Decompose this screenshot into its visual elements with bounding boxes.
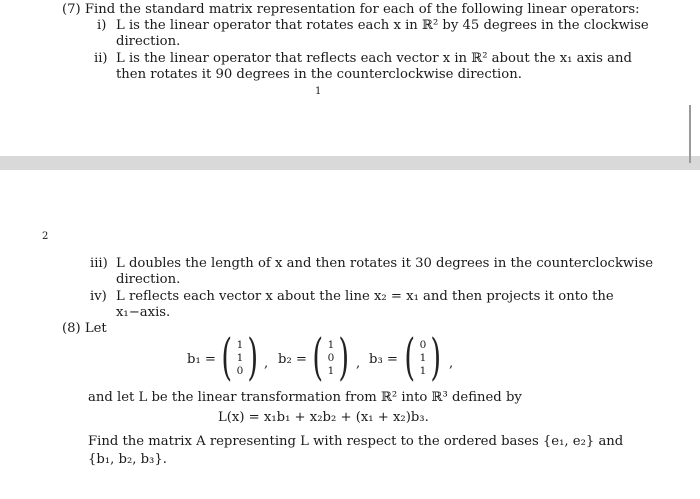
right-paren: ) [247,328,259,386]
problem-7-header: (7) Find the standard matrix representation for each of the following linear operators: [62,2,640,17]
vector-entry: 0 [419,339,427,351]
vector-b2 [312,328,350,389]
left-paren: ( [312,328,324,386]
vector-entry: 0 [327,352,335,364]
page-number-2: 2 [42,231,49,242]
vector-b3 [404,328,442,389]
find-matrix-line-1: Find the matrix A representing L with respect to the ordered bases {e₁, e₂} and [88,434,624,449]
left-paren: ( [404,328,416,386]
vector-b3-label: b₃ = [369,352,398,367]
find-matrix-line-2: {b₁, b₂, b₃}. [88,452,167,467]
item-i-marker: i) [97,18,107,33]
right-paren: ) [430,328,442,386]
left-paren: ( [221,328,233,386]
item-ii-line-2: then rotates it 90 degrees in the counterclockwise direction. [116,67,522,82]
right-paren: ) [338,328,350,386]
vector-b2-label: b₂ = [278,352,307,367]
item-iii-marker: iii) [90,256,108,271]
item-iii-line-2: direction. [116,272,181,287]
problem-8-header: (8) Let [62,321,107,336]
scrollbar-thumb[interactable] [689,105,691,163]
vector-entry: 0 [236,365,244,377]
vector-entry: 1 [327,365,335,377]
item-ii-marker: ii) [94,51,108,66]
item-iv-line-1: L reflects each vector x about the line x₂ = x₁ and then projects it onto the [116,289,614,304]
vector-entry: 1 [327,339,335,351]
item-i-line-2: direction. [116,34,181,49]
item-iv-marker: iv) [90,289,107,304]
vector-b1-label: b₁ = [187,352,216,367]
vector-b1 [221,328,259,389]
comma: , [449,356,454,371]
vector-entry: 1 [419,352,427,364]
page-number-1: 1 [315,86,322,97]
comma: , [264,356,269,371]
page-separator [0,156,700,170]
item-iii-line-1: L doubles the length of x and then rotates it 30 degrees in the counterclockwise [116,256,654,271]
item-ii-line-1: L is the linear operator that reflects each vector x in ℝ² about the x₁ axis and [116,51,632,66]
item-i-line-1: L is the linear operator that rotates each x in ℝ² by 45 degrees in the clockwise [116,18,649,33]
vector-entry: 1 [236,339,244,351]
transformation-definition: and let L be the linear transformation from ℝ² into ℝ³ defined by [88,390,522,405]
vector-entry: 1 [236,352,244,364]
vector-entry: 1 [419,365,427,377]
transformation-formula: L(x) = x₁b₁ + x₂b₂ + (x₁ + x₂)b₃. [218,410,429,425]
comma: , [356,356,361,371]
item-iv-line-2: x₁−axis. [116,305,171,320]
